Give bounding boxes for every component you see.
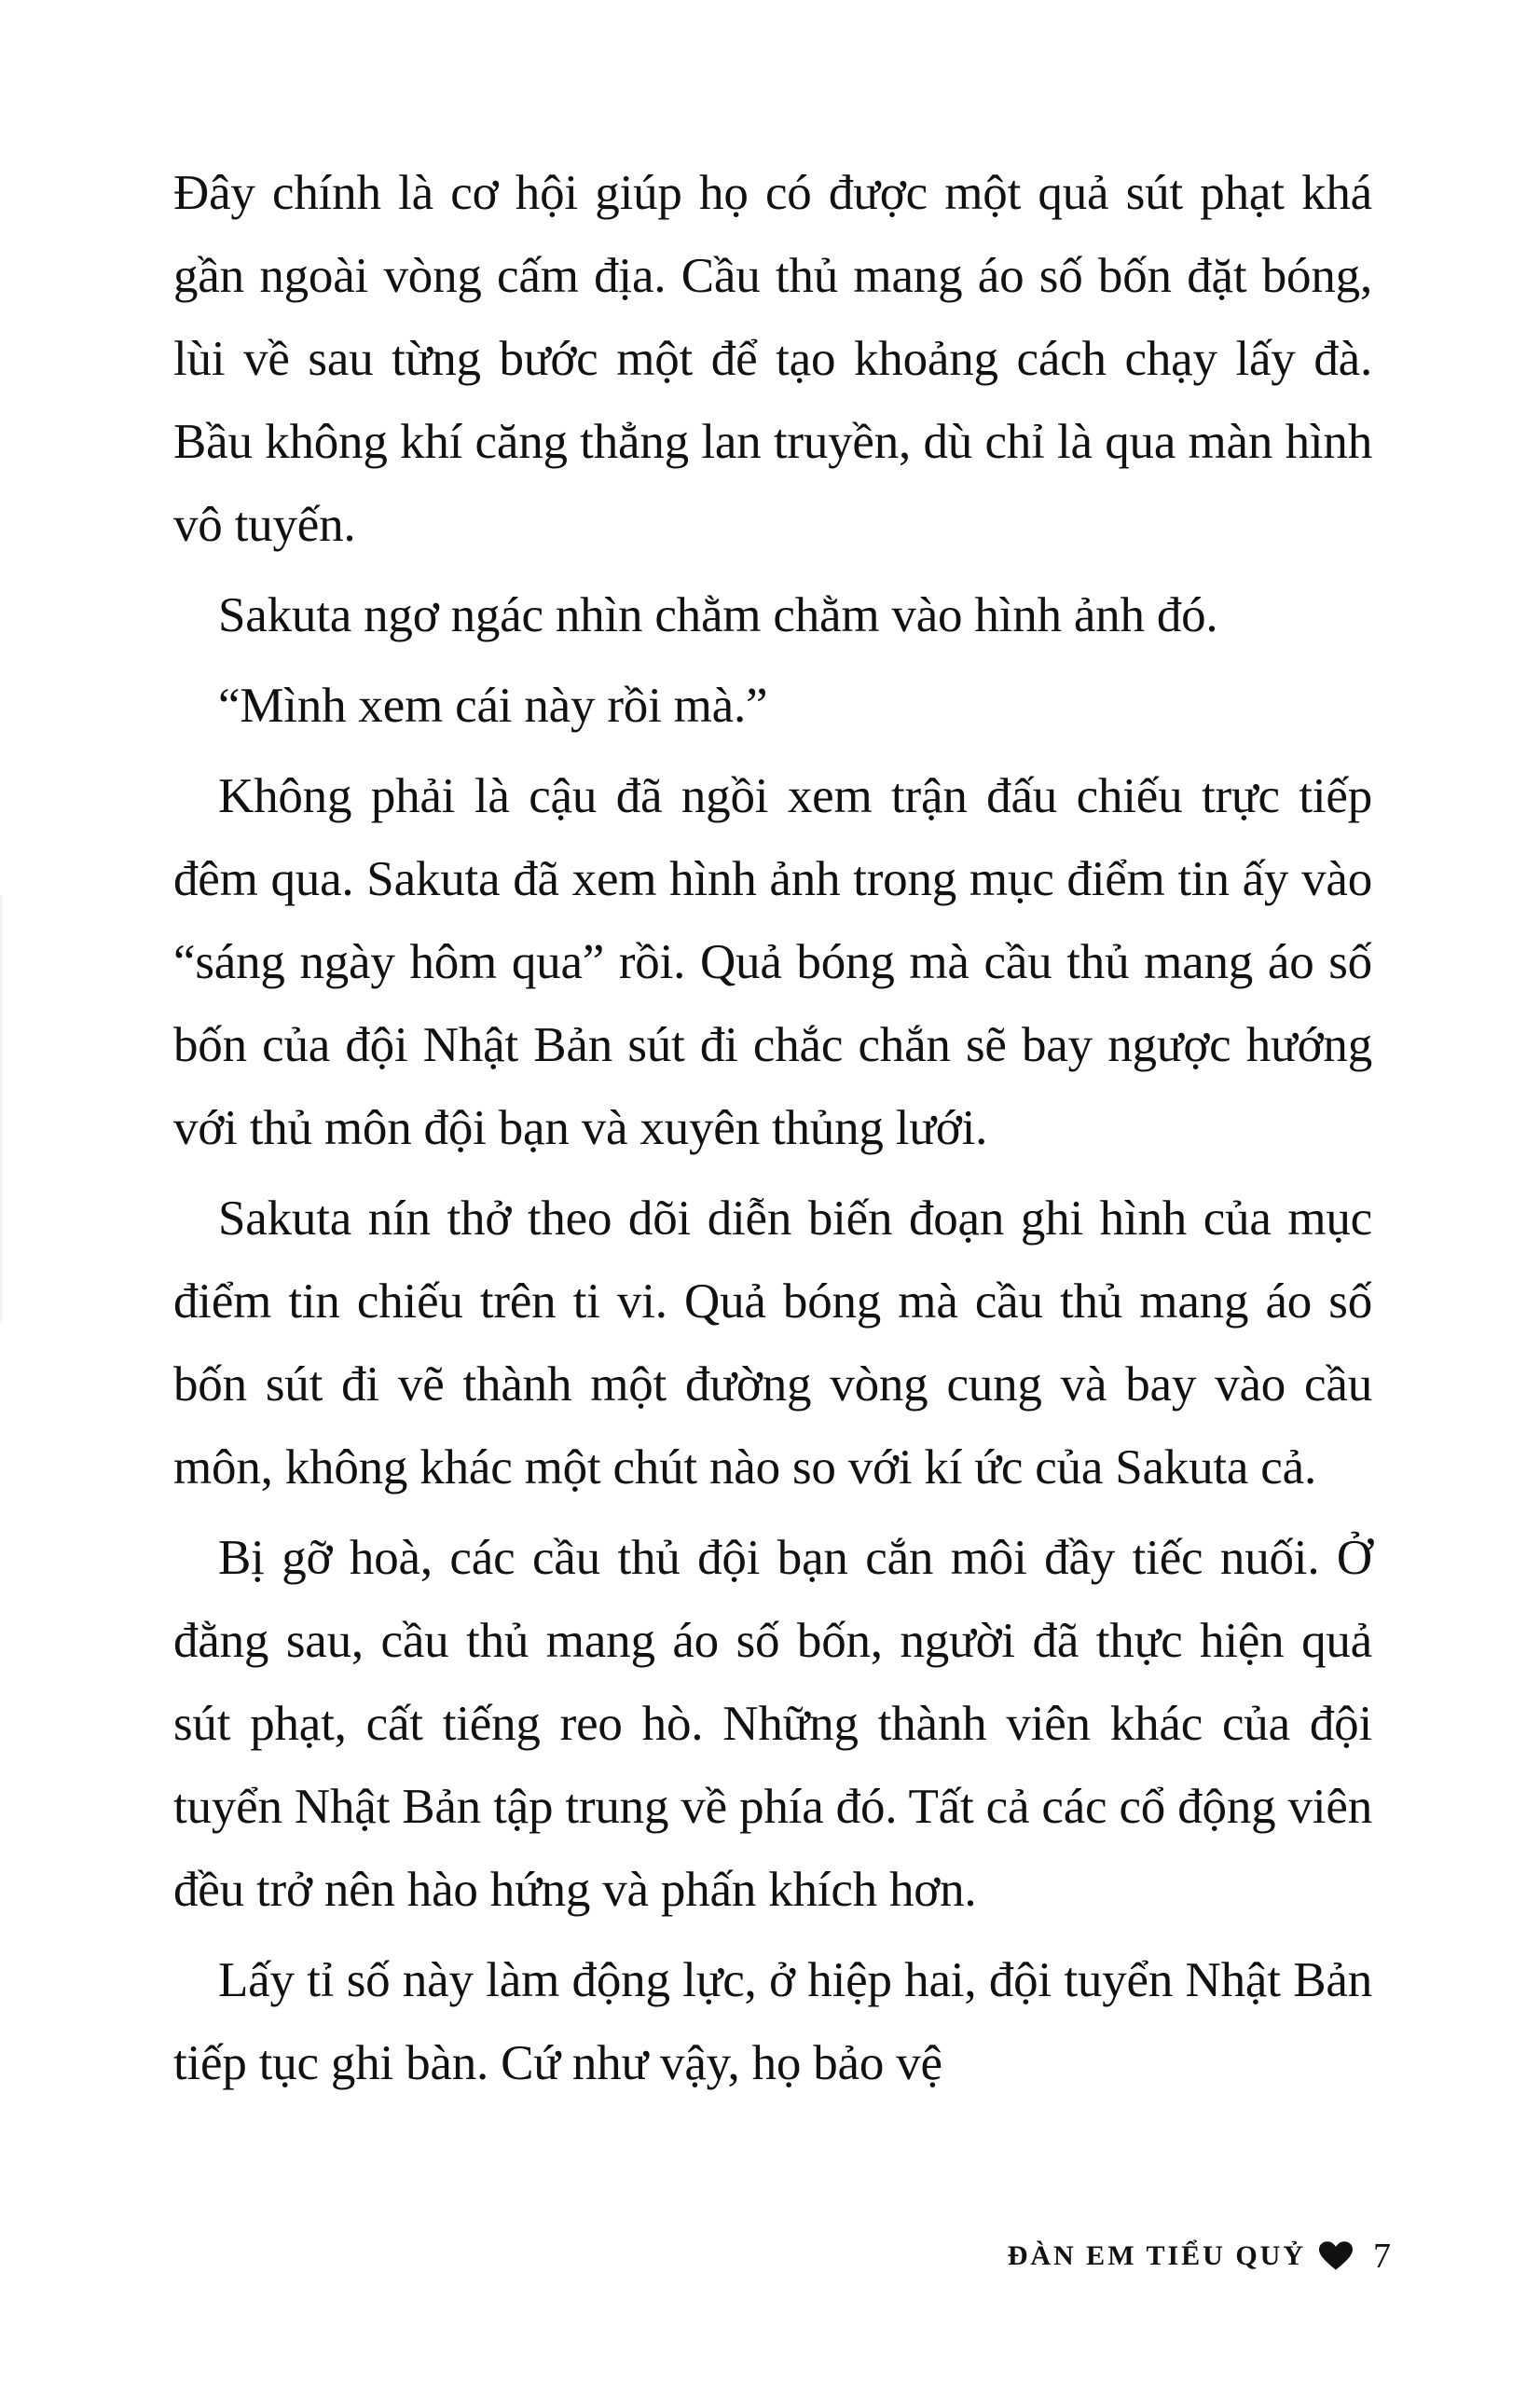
paragraph-2: Sakuta ngơ ngác nhìn chằm chằm vào hình ảnh đó. — [218, 588, 1218, 642]
paragraph-4: Không phải là cậu đã ngồi xem trận đấu chiếu trực tiếp đêm qua. Sakuta đã xem hình ảnh trong mục điểm tin ấy vào “sáng ngày hôm qua” rồi. Quả bóng mà cầu thủ mang áo số bốn của đội Nhật Bản sút đi chắc chắn sẽ bay ngược hướng với thủ môn đội bạn và xuyên thủng lưới. — [173, 769, 1372, 1155]
page-footer — [1008, 2236, 1391, 2277]
paragraph-1: Đây chính là cơ hội giúp họ có được một quả sút phạt khá gần ngoài vòng cấm địa. Cầu thủ mang áo số bốn đặt bóng, lùi về sau từng bước một để tạo khoảng cách chạy lấy đà. Bầu không khí căng thẳng lan truyền, dù chỉ là qua màn hình vô tuyến. — [173, 166, 1372, 552]
body-text — [173, 152, 1372, 2105]
page-number: 7 — [1373, 2237, 1391, 2276]
binding-edge — [0, 895, 4, 1324]
paragraph-7: Lấy tỉ số này làm động lực, ở hiệp hai, đội tuyển Nhật Bản tiếp tục ghi bàn. Cứ như vậy, họ bảo vệ — [173, 1953, 1372, 2090]
paragraph-5: Sakuta nín thở theo dõi diễn biến đoạn ghi hình của mục điểm tin chiếu trên ti vi. Quả bóng mà cầu thủ mang áo số bốn sút đi vẽ thành một đường vòng cung và bay vào cầu môn, không khác một chút nào so với kí ức của Sakuta cả. — [173, 1192, 1372, 1495]
running-title: ĐÀN EM TIỂU QUỶ — [1007, 2240, 1306, 2271]
heart-icon — [1319, 2241, 1353, 2271]
paragraph-6: Bị gỡ hoà, các cầu thủ đội bạn cắn môi đầy tiếc nuối. Ở đằng sau, cầu thủ mang áo số bốn, người đã thực hiện quả sút phạt, cất tiếng reo hò. Những thành viên khác của đội tuyển Nhật Bản tập trung về phía đó. Tất cả các cổ động viên đều trở nên hào hứng và phấn khích hơn. — [173, 1531, 1372, 1917]
paragraph-3: “Mình xem cái này rồi mà.” — [218, 679, 768, 733]
